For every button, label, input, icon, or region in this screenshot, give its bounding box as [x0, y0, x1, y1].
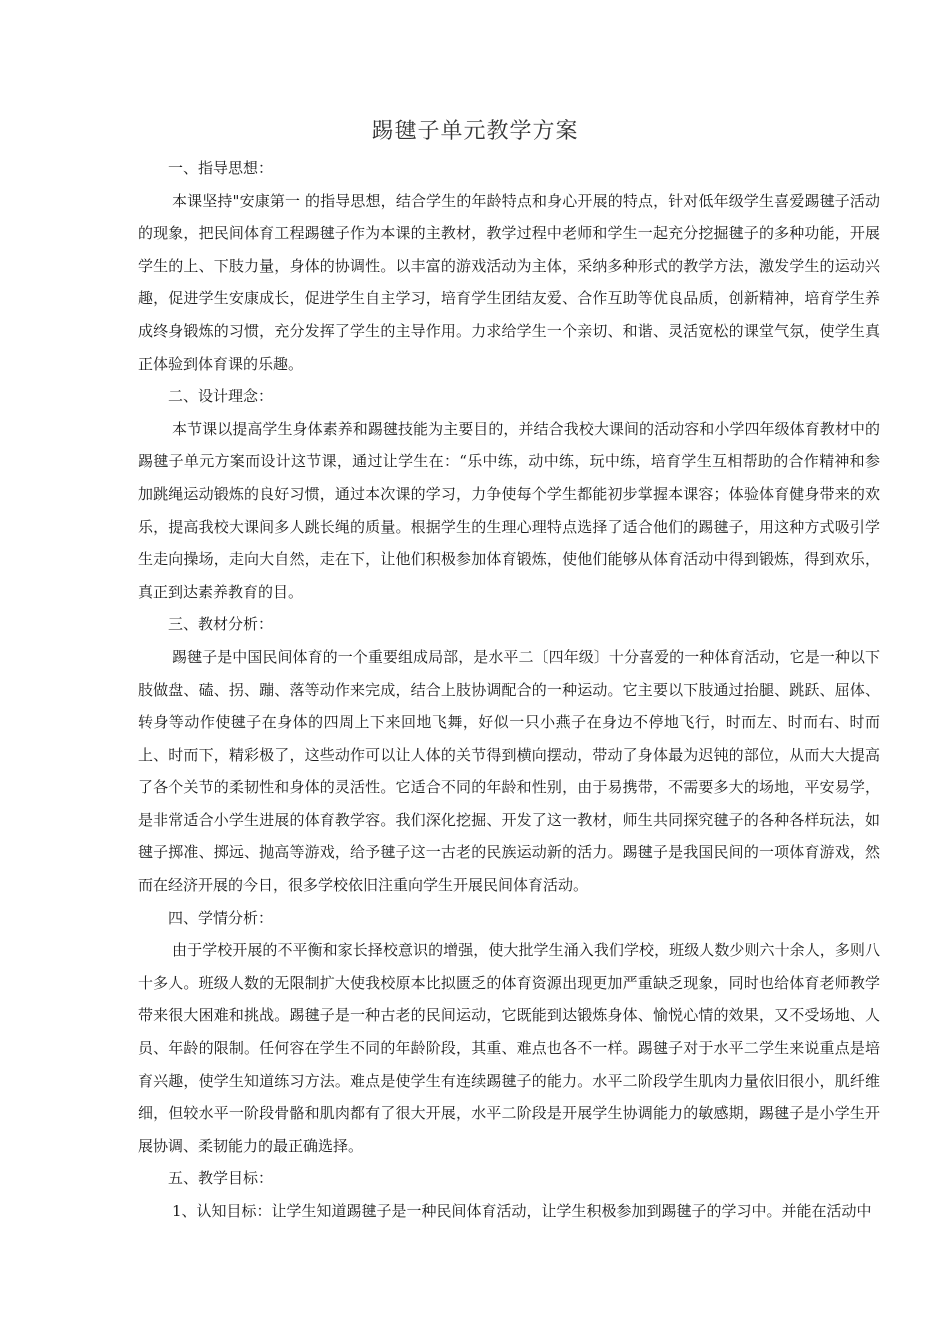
document-title: 踢毽子单元教学方案	[371, 119, 579, 144]
section-paragraph-teaching-goals: 1、认知目标：让学生知道踢毽子是一种民间体育活动，让学生积极参加到踢毽子的学习中。并能在活动中	[172, 1202, 872, 1220]
section-heading-design-concept: 二、设计理念：	[168, 387, 274, 406]
section-heading-teaching-goals: 五、教学目标：	[168, 1169, 274, 1188]
section-paragraph-material-analysis: 踢毽子是中国民间体育的一个重要组成局部，是水平二〔四年级〕十分喜爱的一种体育活动，它是一种以下肢做盘、磕、拐、蹦、落等动作来完成，结合上肢协调配合的一种运动。它主要以下肢通过抬腿、跳跃、屈体、转身等动作使毽子在身体的四周上下来回地飞舞，好似一只小燕子在身边不停地飞行，时而左、时而右、时而上、时而下，精彩极了，这些动作可以让人体的关节得到横向摆动，带动了身体最为迟钝的部位，从而大大提高了各个关节的柔韧性和身体的灵活性。它适合不同的年龄和性别，由于易携带，不需要多大的场地，平安易学，是非常适合小学生进展的体育教学容。我们深化挖掘、开发了这一教材，师生共同探究毽子的各种各样玩法，如毽子掷准、掷远、抛高等游戏，给予毽子这一古老的民族运动新的活力。踢毽子是我国民间的一项体育游戏，然而在经济开展的今日，很多学校依旧注重向学生开展民间体育活动。	[138, 647, 880, 895]
section-heading-guiding-thought: 一、指导思想：	[168, 159, 274, 177]
section-paragraph-design-concept: 本节课以提高学生身体素养和踢毽技能为主要目的，并结合我校大课间的活动容和小学四年级体育教材中的踢毽子单元方案而设计这节课，通过让学生在：“乐中练，动中练，玩中练，培育学生互相帮助的合作精神和参加跳绳运动锻炼的良好习惯，通过本次课的学习，力争使每个学生都能初步掌握本课容；体验体育健身带来的欢乐，提高我校大课间多人跳长绳的质量。根据学生的生理心理特点选择了适合他们的踢毽子，用这种方式吸引学生走向操场，走向大自然，走在下，让他们积极参加体育锻炼，使他们能够从体育活动中得到锻炼，得到欢乐，真正到达素养教育的目。	[138, 419, 880, 601]
section-paragraph-learner-analysis: 由于学校开展的不平衡和家长择校意识的增强，使大批学生涌入我们学校，班级人数少则六十余人，多则八十多人。班级人数的无限制扩大使我校原本比拟匮乏的体育资源出现更加严重缺乏现象，同时也给体育老师教学带来很大困难和挑战。踢毽子是一种古老的民间运动，它既能到达锻炼身体、愉悦心情的效果，又不受场地、人员、年龄的限制。任何容在学生不同的年龄阶段，其重、难点也各不一样。踢毽子对于水平二学生来说重点是培育兴趣，使学生知道练习方法。难点是使学生有连续踢毽子的能力。水平二阶段学生肌肉力量依旧很小，肌纤维细，但较水平一阶段骨骼和肌肉都有了很大开展，水平二阶段是开展学生协调能力的敏感期，踢毽子是小学生开展协调、柔韧能力的最正确选择。	[138, 941, 880, 1155]
section-heading-learner-analysis: 四、学情分析：	[168, 908, 274, 927]
document-body	[138, 152, 880, 1228]
section-paragraph-guiding-thought: 本课坚持"安康第一 的指导思想，结合学生的年龄特点和身心开展的特点，针对低年级学生喜爱踢毽子活动的现象，把民间体育工程踢毽子作为本课的主教材，教学过程中老师和学生一起充分挖掘毽子的多种功能，开展学生的上、下肢力量，身体的协调性。以丰富的游戏活动为主体，采纳多种形式的教学方法，激发学生的运动兴趣，促进学生安康成长，促进学生自主学习，培育学生团结友爱、合作互助等优良品质，创新精神，培育学生养成终身锻炼的习惯，充分发挥了学生的主导作用。力求给学生一个亲切、和谐、灵活宽松的课堂气氛，使学生真正体验到体育课的乐趣。	[138, 191, 880, 373]
section-heading-material-analysis: 三、教材分析：	[168, 615, 274, 634]
